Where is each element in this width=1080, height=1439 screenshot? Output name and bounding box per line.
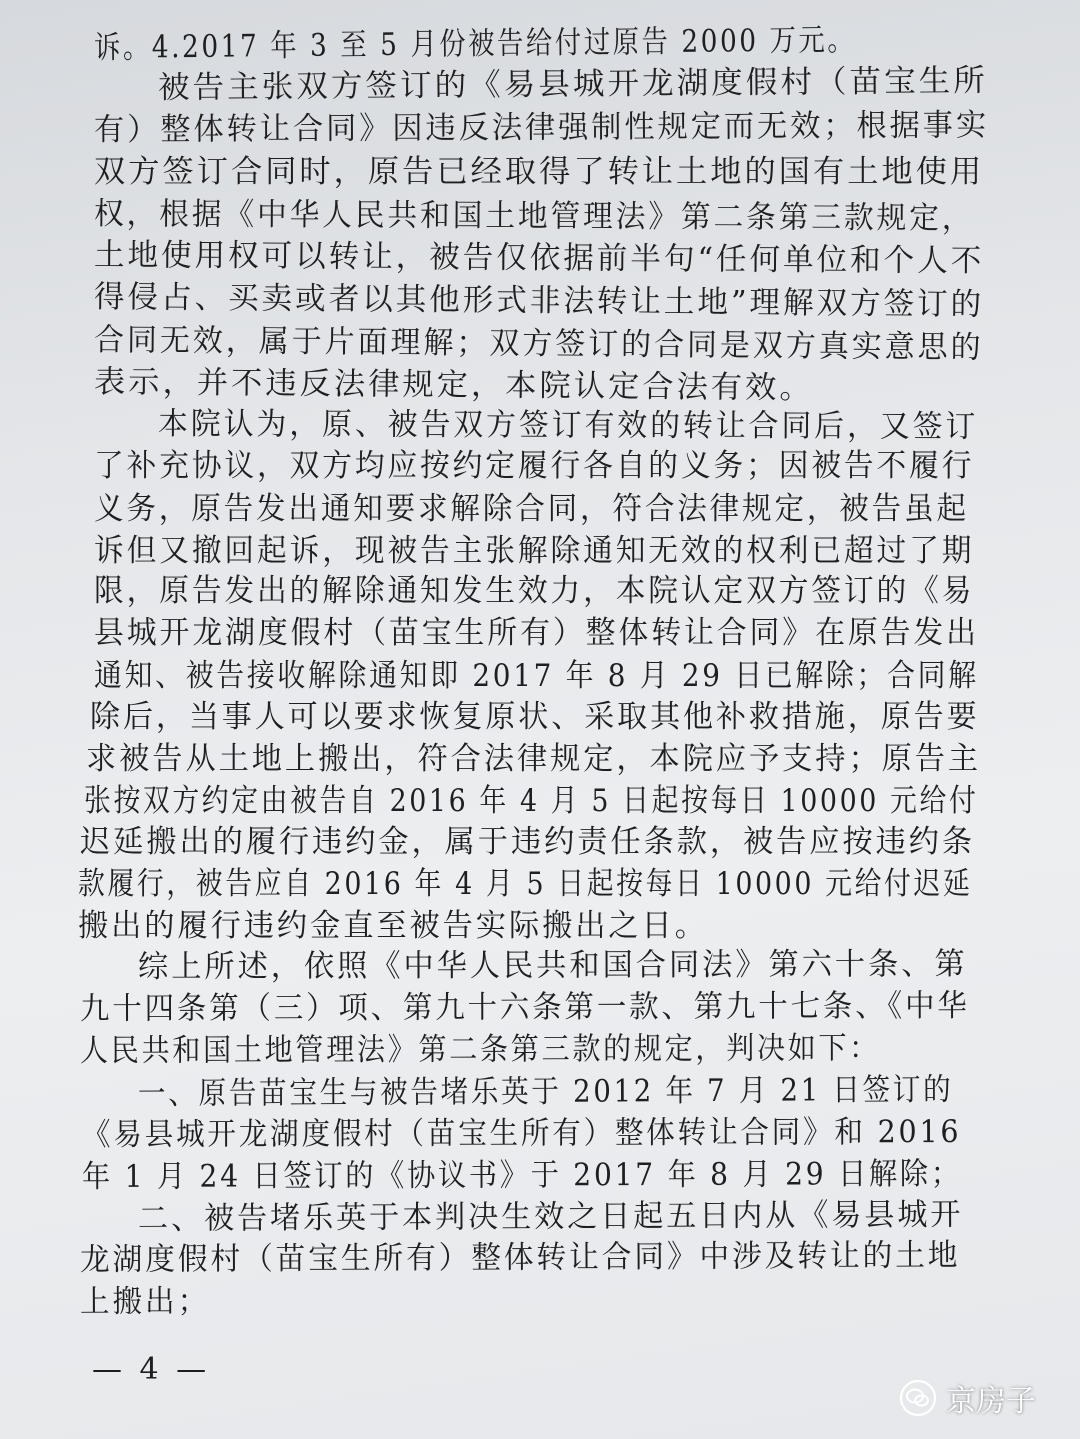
document-line: 迟延搬出的履行违约金，属于违约责任条款，被告应按违约条 <box>80 824 976 860</box>
document-line: 款履行，被告应自 2016 年 4 月 5 日起按每日 10000 元给付迟延 <box>78 866 973 902</box>
wechat-icon <box>900 1380 936 1416</box>
document-line: 搬出的履行违约金直至被告实际搬出之日。 <box>78 908 708 944</box>
document-line: 诉但又撤回起诉，现被告主张解除通知无效的权利已超过了期 <box>94 533 975 569</box>
document-line: 九十四条第（三）项、第九十六条第一款、第九十七条、《中华 <box>79 987 970 1027</box>
document-line: 表示，并不违反法律规定，本院认定合法有效。 <box>93 364 814 407</box>
document-line: 二、被告堵乐英于本判决生效之日起五日内从《易县城开 <box>137 1196 964 1237</box>
document-line: 年 1 月 24 日签订的《协议书》于 2017 年 8 月 29 日解除； <box>81 1155 962 1195</box>
page-number: — 4 — <box>92 1352 211 1387</box>
document-line: 综上所述，依照《中华人民共和国合同法》第六十条、第 <box>137 946 968 985</box>
document-line: 《易县城开龙湖度假村（苗宝生所有）整体转让合同》和 2016 <box>81 1113 962 1153</box>
document-line: 本院认为，原、被告双方签订有效的转让合同后，又签订 <box>157 406 979 445</box>
document-line: 诉。4.2017 年 3 至 5 月份被告给付过原告 2000 万元。 <box>93 22 857 66</box>
document-line: 权，根据《中华人民共和国土地管理法》第二条第三款规定， <box>93 196 975 237</box>
document-line: 一、原告苗宝生与被告堵乐英于 2012 年 7 月 21 日签订的 <box>137 1071 954 1112</box>
document-line: 得侵占、买卖或者以其他形式非法转让土地”理解双方签订的 <box>93 279 985 323</box>
account-watermark <box>900 1378 1036 1418</box>
document-line: 义务，原告发出通知要求解除合同，符合法律规定，被告虽起 <box>94 491 969 527</box>
document-line: 双方签订合同时，原告已经取得了转让土地的国有土地使用 <box>94 154 985 190</box>
document-line: 合同无效，属于片面理解；双方签订的合同是双方真实意思的 <box>93 322 984 366</box>
document-line: 被告主张双方签订的《易县城开龙湖度假村（苗宝生所 <box>157 62 988 106</box>
watermark-label: 京房子 <box>946 1384 1036 1419</box>
document-line: 有）整体转让合同》因违反法律强制性规定而无效；根据事实 <box>93 107 990 148</box>
document-line: 县城开龙湖度假村（苗宝生所有）整体转让合同》在原告发出 <box>94 615 979 651</box>
document-line: 上搬出； <box>79 1283 211 1320</box>
document-line: 了补充协议，双方均应按约定履行各自的义务；因被告不履行 <box>94 448 975 484</box>
document-line: 人民共和国土地管理法》第二条第三款的规定，判决如下： <box>79 1030 881 1069</box>
document-line: 龙湖度假村（苗宝生所有）整体转让合同》中涉及转让的土地 <box>79 1237 961 1278</box>
document-line: 通知、被告接收解除通知即 2017 年 8 月 29 日已解除；合同解 <box>94 658 979 694</box>
document-line: 除后，当事人可以要求恢复原状、采取其他补救措施，原告要 <box>90 699 980 735</box>
document-line: 张按双方约定由被告自 2016 年 4 月 5 日起按每日 10000 元给付 <box>84 783 979 819</box>
document-line: 土地使用权可以转让，被告仅依据前半句“任何单位和个人不 <box>93 237 985 280</box>
document-line: 求被告从土地上搬出，符合法律规定，本院应予支持；原告主 <box>86 741 982 777</box>
document-line: 限，原告发出的解除通知发生效力，本院认定双方签订的《易 <box>94 573 975 609</box>
